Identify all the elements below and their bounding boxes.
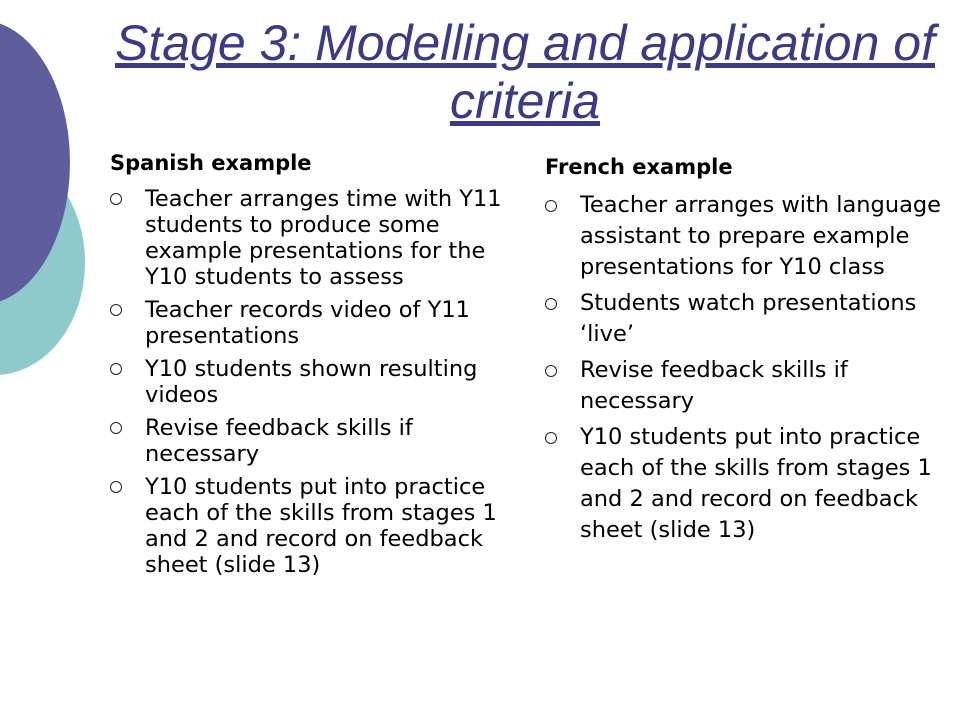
list-item-text: Y10 students put into practice each of the skills from stages 1 and 2 and record on feedback sheet (slide 13) [580,424,932,543]
spanish-example-column [110,148,510,585]
spanish-example-list [110,186,510,578]
list-item-text: Revise feedback skills if necessary [580,357,848,414]
list-item-text: Teacher records video of Y11 presentations [145,297,470,349]
circle-bullet-icon [545,200,557,212]
list-item-text: Y10 students shown resulting videos [145,356,478,408]
circle-bullet-icon [545,365,557,377]
circle-bullet-icon [110,422,122,434]
french-example-heading: French example [545,155,733,179]
list-item [545,422,945,546]
list-item [110,297,510,349]
list-item-text: Students watch presentations ‘live’ [580,290,917,347]
list-item-text: Revise feedback skills if necessary [145,415,413,467]
spanish-example-heading: Spanish example [110,151,312,175]
slide-title: Stage 3: Modelling and application of criteria [114,15,936,129]
circle-bullet-icon [545,432,557,444]
list-item [110,186,510,290]
circle-bullet-icon [110,304,122,316]
french-example-list [545,190,945,546]
list-item-text: Teacher arranges time with Y11 students to produce some example presentations for the Y10 students to assess [145,186,502,290]
list-item-text: Teacher arranges with language assistant to prepare example presentations for Y10 class [580,192,942,280]
french-example-column [545,152,945,551]
list-item [545,288,945,350]
list-item [545,190,945,283]
list-item [545,355,945,417]
circle-bullet-icon [110,481,122,493]
circle-bullet-icon [110,363,122,375]
list-item [110,356,510,408]
list-item-text: Y10 students put into practice each of the skills from stages 1 and 2 and record on feedback sheet (slide 13) [145,474,497,578]
list-item [110,415,510,467]
circle-bullet-icon [545,298,557,310]
circle-bullet-icon [110,193,122,205]
list-item [110,474,510,578]
